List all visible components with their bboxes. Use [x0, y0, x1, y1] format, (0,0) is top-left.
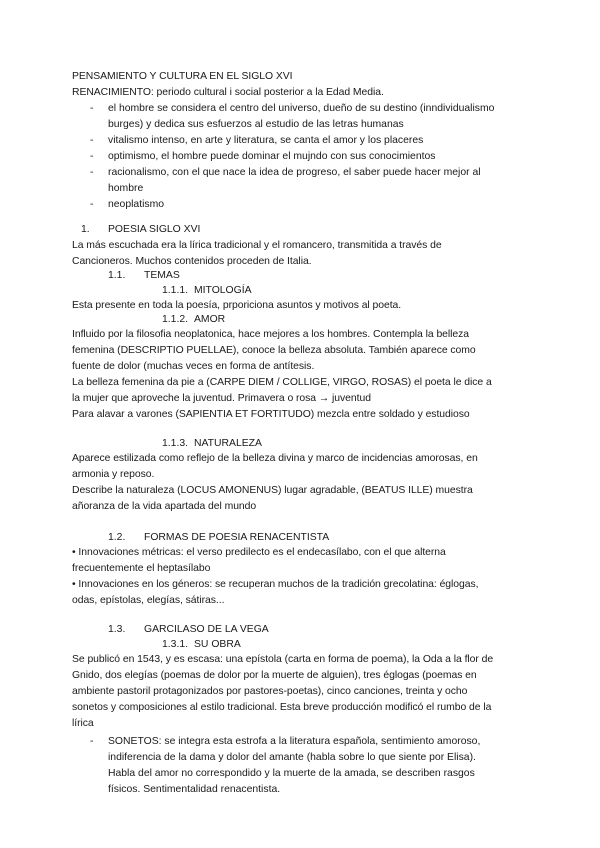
paragraph-line: Se publicó en 1543, y es escasa: una epístola (carta en forma de poema), la Oda a la flor de: [72, 654, 494, 665]
paragraph-line: Para alavar a varones (SAPIENTIA ET FORTITUDO) mezcla entre soldado y estudioso: [72, 409, 470, 420]
section-number: 1.2.: [108, 532, 126, 543]
bullet-text: hombre: [108, 183, 144, 194]
bullet-dash: -: [90, 167, 94, 178]
section-number: 1.1.: [108, 270, 126, 281]
paragraph-line: femenina (DESCRIPTIO PUELLAE), conoce la belleza absoluta. También aparece como: [72, 345, 476, 356]
paragraph-line: la mujer que aproveche la juventud. Primavera o rosa → juventud: [72, 393, 371, 404]
section-number: 1.: [81, 224, 90, 235]
section-heading: TEMAS: [144, 270, 180, 281]
bullet-text: racionalismo, con el que nace la idea de progreso, el saber puede hacer mejor al: [108, 167, 481, 178]
paragraph-line: La belleza femenina da pie a (CARPE DIEM / COLLIGE, VIRGO, ROSAS) el poeta le dice a: [72, 377, 492, 388]
bullet-text: SONETOS: se integra esta estrofa a la literatura española, sentimiento amoroso,: [108, 736, 481, 747]
section-heading: NATURALEZA: [194, 438, 262, 449]
paragraph-line: • Innovaciones en los géneros: se recuperan muchos de la tradición grecolatina: églogas,: [72, 579, 479, 590]
bullet-text: burges) y dedica sus esfuerzos al estudio de las letras humanas: [108, 119, 404, 130]
bullet-dash: -: [90, 151, 94, 162]
paragraph-line: armonia y reposo.: [72, 469, 155, 480]
bullet-text: vitalismo intenso, en arte y literatura, se canta el amor y los placeres: [108, 135, 424, 146]
bullet-dash: -: [90, 135, 94, 146]
paragraph-line: Influido por la filosofia neoplatonica, hace mejores a los hombres. Contempla la belleza: [72, 329, 470, 340]
section-heading: SU OBRA: [194, 639, 241, 650]
paragraph-line: Cancioneros. Muchos contenidos proceden de Italia.: [72, 256, 312, 267]
bullet-dash: -: [90, 103, 94, 114]
bullet-text: el hombre se considera el centro del universo, dueño de su destino (inndividualismo: [108, 103, 495, 114]
section-number: 1.3.: [108, 624, 126, 635]
paragraph-line: sonetos y composiciones al estilo tradicional. Esta breve producción modificó el rumbo de la: [72, 702, 492, 713]
paragraph-line: Esta presente en toda la poesía, prporiciona asuntos y motivos al poeta.: [72, 300, 402, 311]
section-heading: AMOR: [194, 314, 226, 325]
paragraph-line: fuente de dolor (muchas veces en forma de antítesis.: [72, 361, 315, 372]
bullet-dash: -: [90, 736, 94, 747]
paragraph-line: Describe la naturaleza (LOCUS AMONENUS) lugar agradable, (BEATUS ILLE) muestra: [72, 485, 473, 496]
paragraph-line: ambiente pastoril protagonizados por pastores-poetas), cinco canciones, treinta y ocho: [72, 686, 468, 697]
section-heading: GARCILASO DE LA VEGA: [144, 624, 269, 635]
renacimiento-intro: RENACIMIENTO: periodo cultural i social posterior a la Edad Media.: [72, 87, 384, 98]
section-number: 1.3.1.: [162, 639, 188, 650]
paragraph-line: • Innovaciones métricas: el verso predilecto es el endecasílabo, con el que alterna: [72, 547, 446, 558]
document-title: PENSAMIENTO Y CULTURA EN EL SIGLO XVI: [72, 71, 293, 82]
paragraph-line: Gnido, dos elegías (poemas de dolor por la muerte de alguien), tres églogas (poemas en: [72, 670, 477, 681]
section-number: 1.1.2.: [162, 314, 188, 325]
section-heading: FORMAS DE POESIA RENACENTISTA: [144, 532, 330, 543]
paragraph-line: lírica: [72, 718, 94, 729]
paragraph-line: frecuentemente el heptasílabo: [72, 563, 211, 574]
paragraph-line: La más escuchada era la lírica tradicional y el romancero, transmitida a través de: [72, 240, 442, 251]
section-number: 1.1.1.: [162, 285, 188, 296]
paragraph-line: añoranza de la vida apartada del mundo: [72, 501, 257, 512]
bullet-text: Habla del amor no correspondido y la muerte de la amada, se describen rasgos: [108, 768, 475, 779]
bullet-text: indiferencia de la dama y dolor del amante (habla sobre lo que siente por Elisa).: [108, 752, 476, 763]
bullet-dash: -: [90, 199, 94, 210]
bullet-text: físicos. Sentimentalidad renacentista.: [108, 784, 281, 795]
bullet-text: neoplatismo: [108, 199, 165, 210]
section-heading: MITOLOGÍA: [194, 285, 252, 296]
paragraph-line: Aparece estilizada como reflejo de la belleza divina y marco de incidencias amorosas, en: [72, 453, 478, 464]
bullet-text: optimismo, el hombre puede dominar el mujndo con sus conocimientos: [108, 151, 436, 162]
section-heading: POESIA SIGLO XVI: [108, 224, 201, 235]
section-number: 1.1.3.: [162, 438, 188, 449]
paragraph-line: odas, epístolas, elegías, sátiras...: [72, 595, 225, 606]
